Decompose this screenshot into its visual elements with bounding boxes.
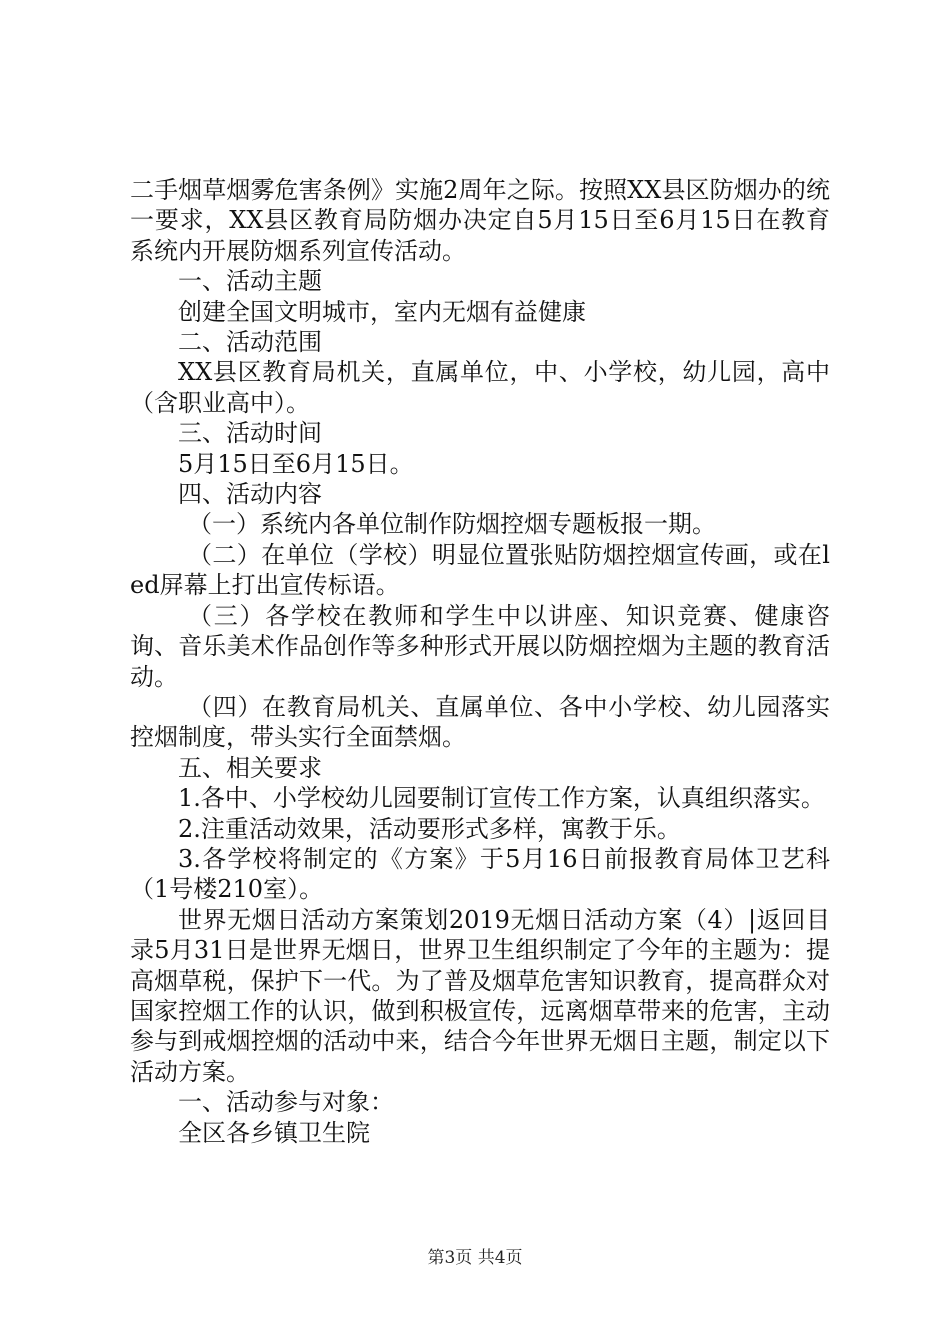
heading-participants: 一、活动参与对象：: [178, 1088, 394, 1117]
content-item-2: （二）在单位（学校）明显位置张贴防烟控烟宣传画，或在led屏幕上打出宣传标语。: [130, 540, 830, 600]
requirement-3: 3.各学校将制定的《方案》于5月16日前报教育局体卫艺科（1号楼210室）。: [130, 844, 830, 904]
paragraph-world-no-tobacco-day: 世界无烟日活动方案策划2019无烟日活动方案（4）|返回目录5月31日是世界无烟日，世界卫生组织制定了今年的主题为：提高烟草税，保护下一代。为了普及烟草危害知识教育，提高群众对国家控烟工作的认识，做到积极宣传，远离烟草带来的危害，主动参与到戒烟控烟的活动中来，结合今年世界无烟日主题，制定以下活动方案。: [130, 905, 830, 1086]
content-item-3: （三）各学校在教师和学生中以讲座、知识竞赛、健康咨询、音乐美术作品创作等多种形式开展以防烟控烟为主题的教育活动。: [130, 601, 830, 691]
paragraph-participants: 全区各乡镇卫生院: [178, 1118, 370, 1147]
paragraph-intro: 二手烟草烟雾危害条例》实施2周年之际。按照XX县区防烟办的统一要求，XX县区教育局防烟办决定自5月15日至6月15日在教育系统内开展防烟系列宣传活动。: [130, 176, 830, 265]
heading-activity-scope: 二、活动范围: [178, 328, 322, 357]
requirement-1: 1.各中、小学校幼儿园要制订宣传工作方案，认真组织落实。: [178, 784, 825, 813]
heading-activity-theme: 一、活动主题: [178, 267, 322, 296]
content-item-1: （一）系统内各单位制作防烟控烟专题板报一期。: [188, 510, 716, 539]
requirement-2: 2.注重活动效果，活动要形式多样，寓教于乐。: [178, 814, 681, 843]
paragraph-scope: XX县区教育局机关，直属单位，中、小学校，幼儿园，高中（含职业高中）。: [130, 358, 830, 417]
heading-activity-time: 三、活动时间: [178, 419, 322, 448]
heading-requirements: 五、相关要求: [178, 753, 322, 782]
paragraph-theme: 创建全国文明城市，室内无烟有益健康: [178, 297, 586, 326]
paragraph-time: 5月15日至6月15日。: [178, 449, 414, 478]
heading-activity-content: 四、活动内容: [178, 480, 322, 509]
page-footer: 第3页 共4页: [427, 1248, 523, 1268]
content-item-4: （四）在教育局机关、直属单位、各中小学校、幼儿园落实控烟制度，带头实行全面禁烟。: [130, 692, 830, 752]
document-body: [130, 175, 830, 1148]
